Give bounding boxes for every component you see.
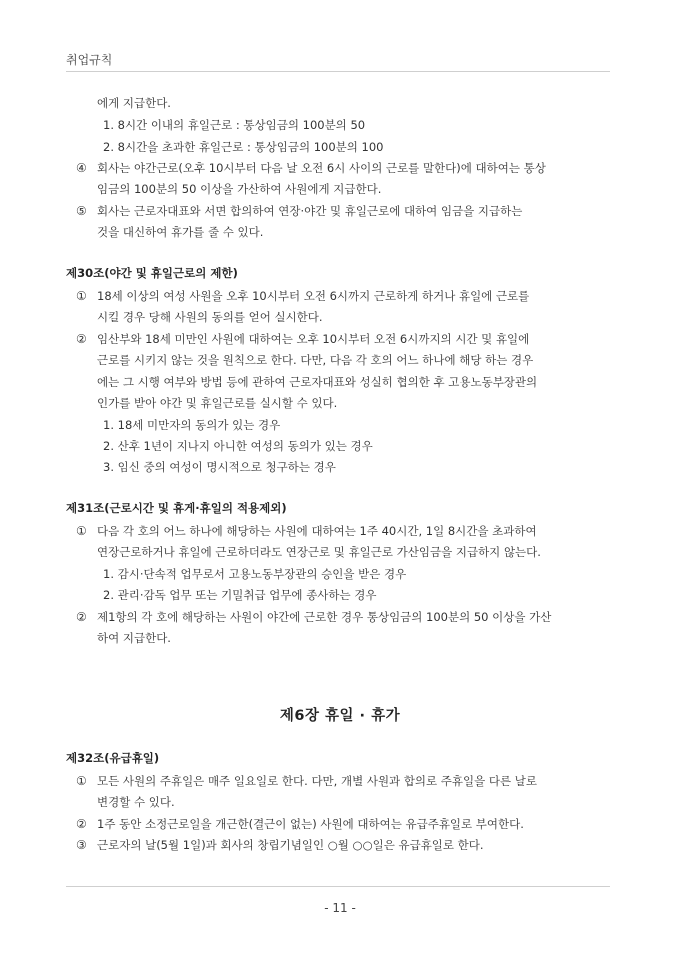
clause-marker: ⑤	[76, 204, 87, 218]
clause-line: 임금의 100분의 50 이상을 가산하여 사원에게 지급한다.	[97, 182, 382, 196]
clause-marker: ②	[76, 817, 87, 831]
page-number: - 11 -	[324, 901, 356, 915]
clause-line: 모든 사원의 주휴일은 매주 일요일로 한다. 다만, 개별 사원과 합의로 주휴일을 다른 날로	[97, 774, 537, 788]
clause-marker: ④	[76, 161, 87, 175]
list-item: 3. 임신 중의 여성이 명시적으로 청구하는 경우	[103, 460, 336, 474]
list-item: 2. 관리·감독 업무 또는 기밀취급 업무에 종사하는 경우	[103, 588, 377, 602]
body-line: 에게 지급한다.	[97, 96, 171, 110]
article-heading: 제32조(유급휴일)	[66, 751, 160, 765]
clause-line: 인가를 받아 야간 및 휴일근로를 실시할 수 있다.	[97, 396, 338, 410]
article-heading: 제31조(근로시간 및 휴게·휴일의 적용제외)	[66, 501, 287, 515]
clause-line: 회사는 야간근로(오후 10시부터 다음 날 오전 6시 사이의 근로를 말한다)에 대하여는 통상	[97, 161, 546, 175]
clause-line: 1주 동안 소정근로일을 개근한(결근이 없는) 사원에 대하여는 유급주휴일로 부여한다.	[97, 817, 524, 831]
chapter-title: 제6장 휴일 · 휴가	[279, 708, 401, 724]
clause-line: 임산부와 18세 미만인 사원에 대하여는 오후 10시부터 오전 6시까지의 시간 및 휴일에	[97, 332, 530, 346]
clause-marker: ②	[76, 610, 87, 624]
clause-marker: ①	[76, 774, 87, 788]
clause-marker: ①	[76, 524, 87, 538]
document-header-title: 취업규칙	[66, 53, 113, 67]
clause-line: 근로를 시키지 않는 것을 원칙으로 한다. 다만, 다음 각 호의 어느 하나에 해당 하는 경우	[97, 353, 534, 367]
clause-line: 하여 지급한다.	[97, 631, 171, 645]
article-heading: 제30조(야간 및 휴일근로의 제한)	[66, 266, 238, 280]
list-item: 2. 8시간을 초과한 휴일근로 : 통상임금의 100분의 100	[103, 140, 384, 154]
clause-line: 변경할 수 있다.	[97, 795, 175, 809]
clause-marker: ①	[76, 289, 87, 303]
header-divider	[66, 71, 610, 72]
footer-divider	[66, 886, 610, 887]
clause-line: 시킬 경우 당해 사원의 동의를 얻어 실시한다.	[97, 310, 323, 324]
list-item: 1. 18세 미만자의 동의가 있는 경우	[103, 418, 281, 432]
clause-line: 연장근로하거나 휴일에 근로하더라도 연장근로 및 휴일근로 가산임금을 지급하지 않는다.	[97, 545, 541, 559]
clause-marker: ②	[76, 332, 87, 346]
clause-line: 제1항의 각 호에 해당하는 사원이 야간에 근로한 경우 통상임금의 100분의 50 이상을 가산	[97, 610, 552, 624]
list-item: 1. 8시간 이내의 휴일근로 : 통상임금의 100분의 50	[103, 118, 366, 132]
clause-line: 근로자의 날(5월 1일)과 회사의 창립기념일인 ○월 ○○일은 유급휴일로 한다.	[97, 838, 484, 852]
clause-line: 회사는 근로자대표와 서면 합의하여 연장·야간 및 휴일근로에 대하여 임금을 지급하는	[97, 204, 523, 218]
list-item: 1. 감시·단속적 업무로서 고용노동부장관의 승인을 받은 경우	[103, 567, 407, 581]
clause-line: 것을 대신하여 휴가를 줄 수 있다.	[97, 225, 264, 239]
clause-marker: ③	[76, 838, 87, 852]
clause-line: 다음 각 호의 어느 하나에 해당하는 사원에 대하여는 1주 40시간, 1일 8시간을 초과하여	[97, 524, 537, 538]
clause-line: 에는 그 시행 여부와 방법 등에 관하여 근로자대표와 성실히 협의한 후 고용노동부장관의	[97, 375, 538, 389]
clause-line: 18세 이상의 여성 사원을 오후 10시부터 오전 6시까지 근로하게 하거나 휴일에 근로를	[97, 289, 530, 303]
list-item: 2. 산후 1년이 지나지 아니한 여성의 동의가 있는 경우	[103, 439, 373, 453]
